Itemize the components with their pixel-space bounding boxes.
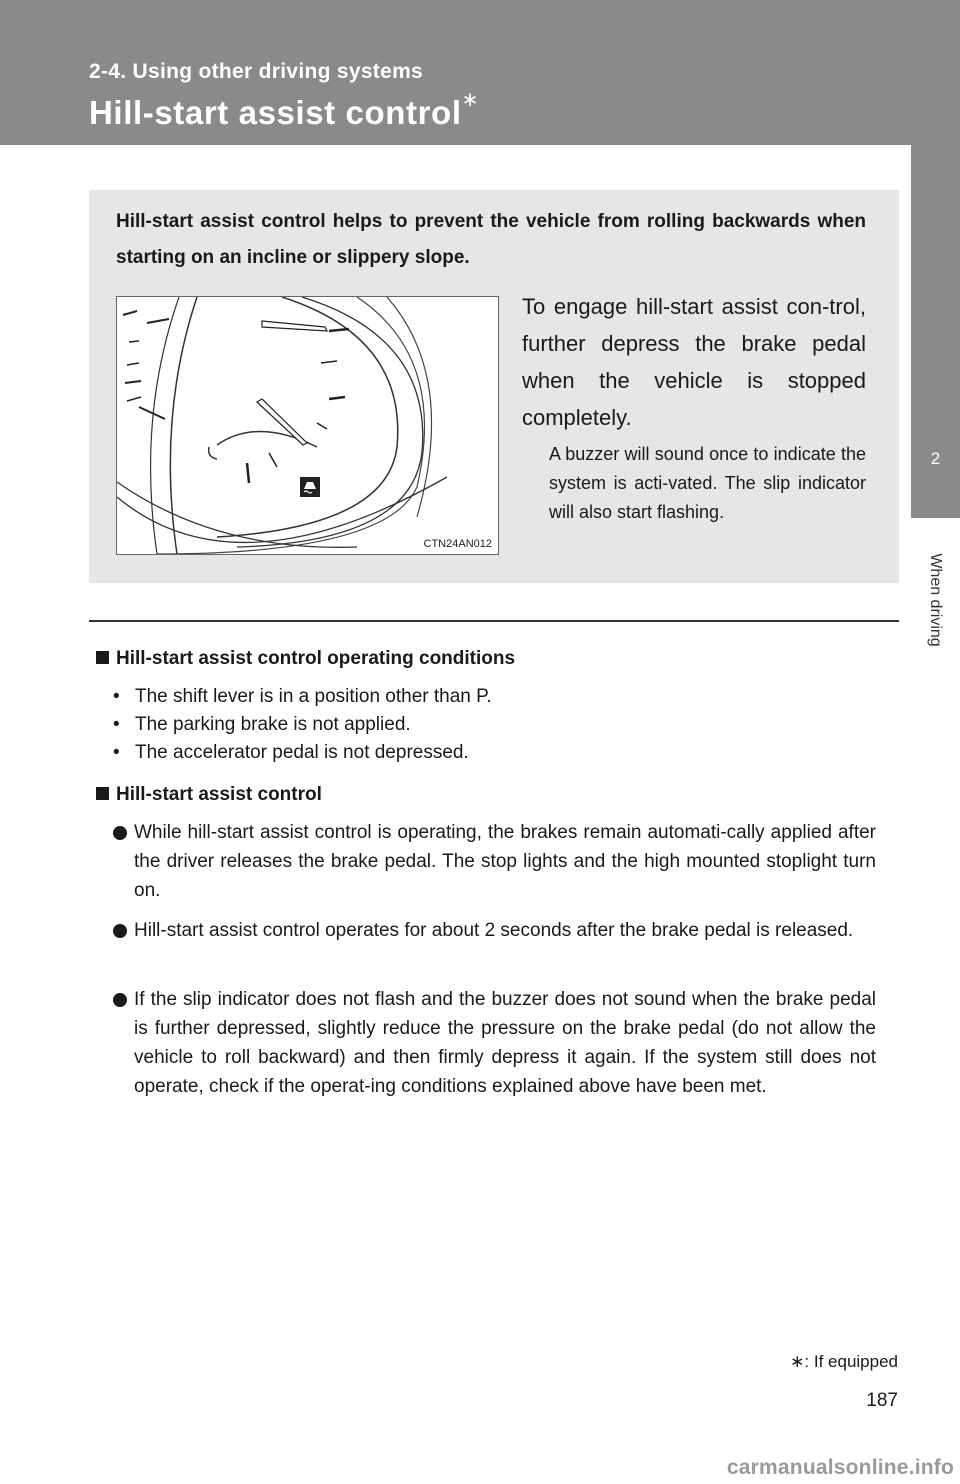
list-item bbox=[113, 686, 492, 708]
circle-bullet-icon bbox=[113, 924, 127, 938]
control-item bbox=[113, 985, 876, 1101]
conditions-heading bbox=[96, 648, 515, 670]
chapter-tab-number[interactable]: 2 bbox=[911, 400, 960, 518]
page-number: 187 bbox=[866, 1390, 898, 1411]
bullet-dot: • bbox=[113, 714, 120, 735]
section-divider bbox=[89, 620, 899, 622]
conditions-heading-text: Hill-start assist control operating conditions bbox=[116, 648, 516, 669]
equipped-mark: ∗ bbox=[461, 89, 479, 111]
slip-indicator-icon bbox=[300, 477, 320, 497]
list-item-text: The shift lever is in a position other than P. bbox=[135, 686, 492, 707]
engage-instruction: To engage hill-start assist con-trol, further depress the brake pedal when the vehicle is stopped completely. bbox=[522, 294, 866, 430]
watermark: carmanualsonline.info bbox=[726, 1456, 954, 1479]
control-item bbox=[113, 818, 876, 905]
control-heading bbox=[96, 784, 322, 806]
page-title-text: Hill-start assist control bbox=[89, 94, 462, 131]
circle-bullet-icon bbox=[113, 826, 127, 840]
list-item-text: The accelerator pedal is not depressed. bbox=[135, 742, 469, 763]
footnote: ∗: If equipped bbox=[790, 1352, 898, 1371]
section-label: 2-4. Using other driving systems bbox=[89, 60, 424, 83]
chapter-tab-label: When driving bbox=[927, 553, 944, 647]
buzzer-note: A buzzer will sound once to indicate the system is acti-vated. The slip indicator will also start flashing. bbox=[549, 444, 866, 522]
gauge-drawing bbox=[117, 297, 498, 554]
control-item bbox=[113, 916, 876, 945]
bullet-dot: • bbox=[113, 686, 120, 707]
control-item-text: While hill-start assist control is operating, the brakes remain automati-cally applied after the driver releases the brake pedal. The stop lights and the high mounted stoplight turn on. bbox=[134, 822, 876, 901]
intro-lead-text: Hill-start assist control helps to prevent the vehicle from rolling backwards when starting on an incline or slippery slope. bbox=[116, 211, 866, 268]
circle-bullet-icon bbox=[113, 993, 127, 1007]
control-item-text: Hill-start assist control operates for about 2 seconds after the brake pedal is released. bbox=[134, 920, 854, 941]
control-item-text: If the slip indicator does not flash and the buzzer does not sound when the brake pedal is further depressed, slightly reduce the pressure on the brake pedal (do not allow the vehicle to roll backward) and then firmly depress it again. If the system still does not operate, check if the operat-ing conditions explained above have been met. bbox=[134, 989, 876, 1097]
bullet-dot: • bbox=[113, 742, 120, 763]
page-title bbox=[89, 89, 479, 132]
control-heading-text: Hill-start assist control bbox=[116, 784, 322, 805]
list-item bbox=[113, 742, 469, 764]
instrument-cluster-illustration bbox=[116, 296, 499, 555]
illustration-code: CTN24AN012 bbox=[423, 538, 492, 550]
square-bullet-icon bbox=[96, 787, 109, 800]
square-bullet-icon bbox=[96, 651, 109, 664]
list-item bbox=[113, 714, 411, 736]
list-item-text: The parking brake is not applied. bbox=[135, 714, 411, 735]
